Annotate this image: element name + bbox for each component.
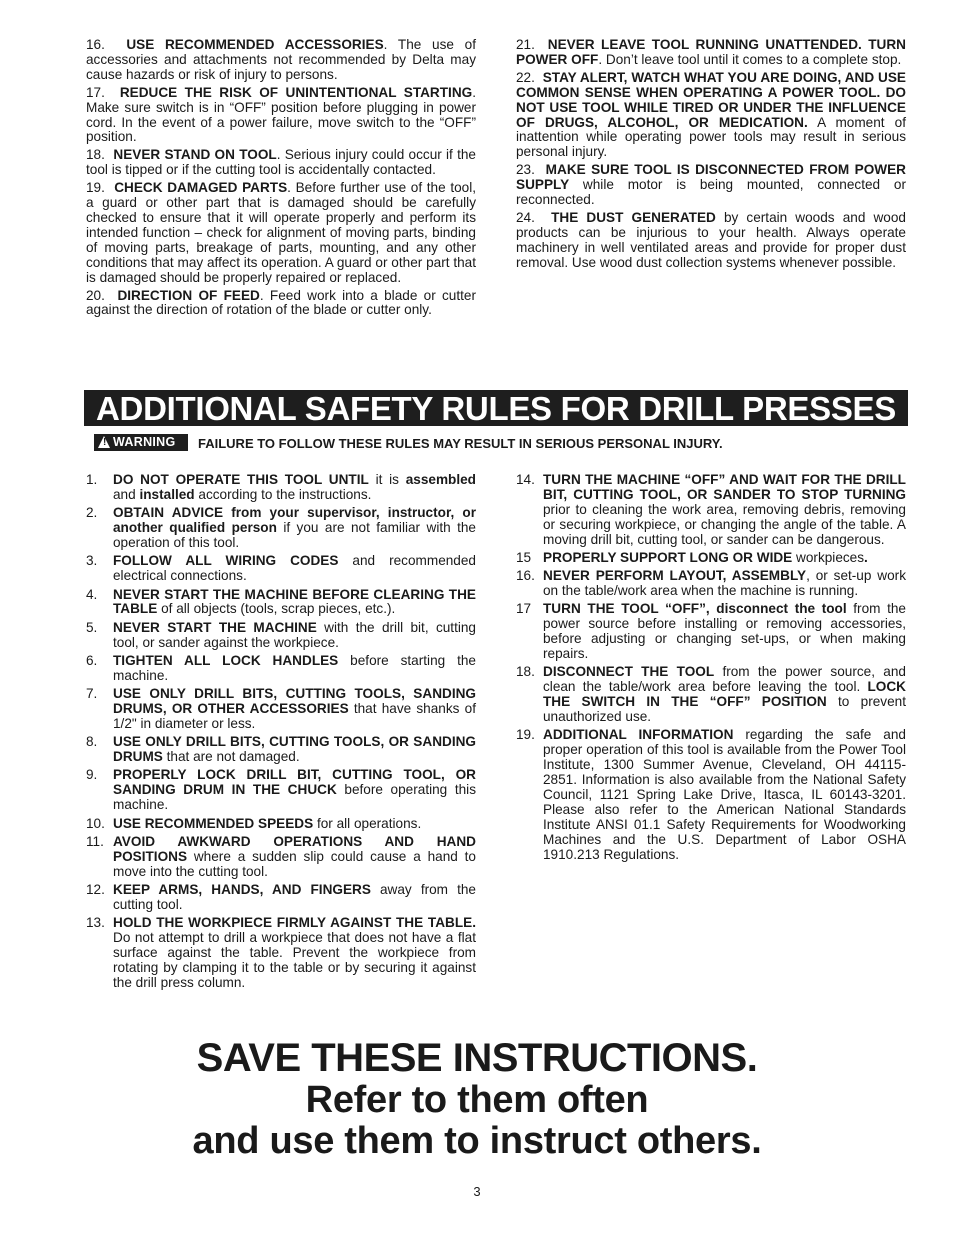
rule-18: 18. NEVER STAND ON TOOL. Serious injury could occur if the tool is tipped or if the cutting tool is accidentally contacted. xyxy=(86,147,476,178)
footer-callout xyxy=(0,1036,954,1162)
rule-emphasis: NEVER START THE MACHINE BEFORE CLEARING THE TABLE xyxy=(113,586,476,617)
rule-text: prior to cleaning the work area, removing debris, removing or securing workpiece, or changing the angle of the table. A moving drill bit, cutting tool, or sander can be dangerous. xyxy=(543,501,906,547)
rule-text: of all objects (tools, scrap pieces, etc.). xyxy=(157,601,396,617)
rule-text: before starting the machine. xyxy=(113,652,476,683)
drill-press-rule xyxy=(86,654,476,684)
rule-text: workpieces xyxy=(792,549,865,565)
rule-number: 17 xyxy=(516,601,532,617)
drill-press-rule xyxy=(86,621,476,651)
rule-number: 18. xyxy=(516,664,535,680)
rule-number: 2. xyxy=(86,505,98,521)
drill-press-rule xyxy=(86,473,476,503)
rule-emphasis: PROPERLY SUPPORT LONG OR WIDE xyxy=(543,549,793,565)
rule-emphasis: . xyxy=(864,549,868,565)
rule-22: 22. STAY ALERT, WATCH WHAT YOU ARE DOING, AND USE COMMON SENSE WHEN OPERATING A POWER TOOL. DO NOT USE TOOL WHILE TIRED OR UNDER THE INFLUENCE OF DRUGS, ALCOHOL, OR MEDICATION. A moment of inattention while operating power tools may result in serious personal injury. xyxy=(516,69,906,160)
section-title: ADDITIONAL SAFETY RULES FOR DRILL PRESSES xyxy=(96,390,896,427)
rules-right-column xyxy=(516,473,906,866)
rule-emphasis: AVOID AWKWARD OPERATIONS AND HAND POSITIONS xyxy=(113,833,476,864)
rule-emphasis: NEVER PERFORM LAYOUT, ASSEMBLY xyxy=(543,568,807,584)
drill-press-rule xyxy=(516,728,906,862)
rule-text: , or set-up work on the table/work area when the machine is running. xyxy=(543,568,906,599)
instruct-line: and use them to instruct others. xyxy=(192,1120,762,1162)
warning-message: FAILURE TO FOLLOW THESE RULES MAY RESULT IN SERIOUS PERSONAL INJURY. xyxy=(198,436,723,451)
rule-number: 10. xyxy=(86,815,105,831)
section-banner xyxy=(84,390,908,426)
rule-text: it is xyxy=(368,472,406,487)
rule-24: 24. THE DUST GENERATED by certain woods and wood products can be injurious to your health. Always operate machinery in well ventilated areas and provide for proper dust removal. Use wood dust collection systems whenever possible. xyxy=(516,209,906,270)
rule-number: 19. xyxy=(516,727,535,743)
rule-emphasis: USE RECOMMENDED SPEEDS xyxy=(113,815,314,831)
drill-press-rule xyxy=(86,883,476,913)
rule-emphasis: USE ONLY DRILL BITS, CUTTING TOOLS, OR SANDING DRUMS xyxy=(113,734,476,765)
drill-press-rule xyxy=(516,473,906,548)
rule-text: Do not attempt to drill a workpiece that does not have a flat surface against the table. Prevent the workpiece from rotating by clamping it to the table or by securing it against the drill press column. xyxy=(113,930,476,990)
rule-number: 11. xyxy=(86,833,104,849)
rule-16: 16. USE RECOMMENDED ACCESSORIES. The use of accessories and attachments not recommended by Delta may cause hazards or risk of injury to persons. xyxy=(86,37,476,82)
rule-number: 16. xyxy=(516,568,535,584)
rule-19: 19. CHECK DAMAGED PARTS. Before further use of the tool, a guard or other part that is damaged should be carefully checked to ensure that it will operate properly and perform its intended function – check for alignment of moving parts, binding of moving parts, breakage of parts, mounting, and any other conditions that may affect its operation. A guard or other part that is damaged should be properly repaired or replaced. xyxy=(86,180,477,285)
drill-press-rule xyxy=(86,916,476,991)
rule-emphasis: TURN THE TOOL “OFF”, disconnect the tool xyxy=(543,601,847,617)
rule-emphasis: assembled xyxy=(405,472,476,487)
drill-press-rule xyxy=(86,735,476,765)
rule-number: 4. xyxy=(86,586,98,602)
rule-text: to prevent unauthorized use. xyxy=(543,694,906,725)
rule-emphasis: TIGHTEN ALL LOCK HANDLES xyxy=(113,652,339,668)
rule-text: regarding the safe and proper operation of this tool is available from the Power Tool Institute, 1300 Summer Avenue, Cleveland, OH 44115-2851. Information is also available from the National Safety Council, 1121 Spring Lake Drive, Itasca, IL 60143-3201. Please also refer to the American National Standards Institute ANSI 01.1 Safety Requirements for Woodworking Machines and the U.S. Department of Labor OSHA 1910.213 Regulations. xyxy=(543,727,906,862)
rule-emphasis: NEVER START THE MACHINE xyxy=(113,619,317,635)
rule-text: and xyxy=(113,486,140,502)
rule-text: according to the instructions. xyxy=(194,486,372,502)
rule-emphasis: USE ONLY DRILL BITS, CUTTING TOOLS, SANDING DRUMS, OR OTHER ACCESSORIES xyxy=(113,686,476,717)
rule-text: where a sudden slip could cause a hand to move into the cutting tool. xyxy=(113,848,476,879)
drill-press-rule xyxy=(86,687,476,732)
rule-text: with the drill bit, cutting tool, or sander against the workpiece. xyxy=(113,619,476,650)
save-instructions-heading: SAVE THESE INSTRUCTIONS. xyxy=(196,1036,758,1080)
exclamation-icon: ! xyxy=(103,437,107,448)
rule-emphasis: LOCK THE SWITCH IN THE “OFF” POSITION xyxy=(543,679,906,710)
warning-badge xyxy=(94,434,188,451)
drill-press-rule xyxy=(86,588,476,618)
rule-emphasis: KEEP ARMS, HANDS, AND FINGERS xyxy=(113,881,371,897)
rule-number: 5. xyxy=(86,619,98,635)
rules-left-column xyxy=(86,473,476,994)
rule-21: 21. NEVER LEAVE TOOL RUNNING UNATTENDED. TURN POWER OFF. Don’t leave tool until it comes to a complete stop. xyxy=(516,37,906,67)
rule-number: 8. xyxy=(86,734,98,750)
drill-press-rule xyxy=(86,817,476,832)
rule-text: from the power source, and clean the table/work area before leaving the tool. xyxy=(543,664,906,695)
rule-number: 6. xyxy=(86,652,98,668)
rule-emphasis: PROPERLY LOCK DRILL BIT, CUTTING TOOL, OR SANDING DRUM IN THE CHUCK xyxy=(113,767,476,798)
drill-press-rule xyxy=(516,602,906,662)
rule-text: that have shanks of 1/2" in diameter or less. xyxy=(113,701,476,731)
rule-number: 9. xyxy=(86,767,98,783)
rule-text: that are not damaged. xyxy=(162,749,300,765)
rule-number: 1. xyxy=(86,472,98,487)
top-left-column xyxy=(86,38,476,321)
rule-emphasis: installed xyxy=(139,486,195,502)
rule-number: 3. xyxy=(86,553,98,569)
drill-press-rule xyxy=(516,551,906,566)
drill-press-rule xyxy=(86,835,476,880)
top-right-column xyxy=(516,38,906,274)
rule-number: 13. xyxy=(86,915,105,931)
rule-number: 7. xyxy=(86,686,98,702)
rule-17: 17. REDUCE THE RISK OF UNINTENTIONAL STARTING. Make sure switch is in “OFF” position before plugging in power cord. In the event of a power failure, move switch to the “OFF” position. xyxy=(86,84,476,145)
rule-text: for all operations. xyxy=(313,815,422,831)
rule-text: before operating this machine. xyxy=(113,782,476,813)
rule-20: 20. DIRECTION OF FEED. Feed work into a blade or cutter against the direction of rotation of the blade or cutter only. xyxy=(86,287,476,318)
rule-number: 12. xyxy=(86,881,105,897)
rule-text: away from the cutting tool. xyxy=(113,881,476,912)
rule-23: 23. MAKE SURE TOOL IS DISCONNECTED FROM POWER SUPPLY while motor is being mounted, connected or reconnected. xyxy=(516,162,906,208)
rule-emphasis: ADDITIONAL INFORMATION xyxy=(543,727,734,743)
drill-press-rule xyxy=(86,554,476,584)
refer-line: Refer to them often xyxy=(305,1079,649,1121)
warning-label: WARNING xyxy=(113,435,176,449)
drill-press-rule xyxy=(86,506,476,551)
drill-press-rule xyxy=(516,569,906,599)
rule-text: and recommended electrical connections. xyxy=(113,553,476,584)
rule-emphasis: HOLD THE WORKPIECE FIRMLY AGAINST THE TABLE. xyxy=(113,915,476,931)
drill-press-rule xyxy=(516,665,906,725)
rule-text: if you are not familiar with the operation of this tool. xyxy=(113,520,476,551)
rule-emphasis: DISCONNECT THE TOOL xyxy=(543,664,715,680)
rule-emphasis: FOLLOW ALL WIRING CODES xyxy=(113,553,339,569)
rule-number: 14. xyxy=(516,472,535,487)
drill-press-rule xyxy=(86,768,476,813)
rule-emphasis: OBTAIN ADVICE from your supervisor, instructor, or another qualified person xyxy=(113,505,476,536)
rule-number: 15 xyxy=(516,549,532,565)
rule-emphasis: TURN THE MACHINE “OFF” AND WAIT FOR THE DRILL BIT, CUTTING TOOL, OR SANDER TO STOP TURNING xyxy=(543,472,906,502)
rule-text: from the power source before installing or removing accessories, before adjusting or changing set-ups, or when making repairs. xyxy=(543,601,906,662)
rule-emphasis: DO NOT OPERATE THIS TOOL UNTIL xyxy=(113,472,369,487)
page-number: 3 xyxy=(473,1184,481,1199)
warning-row xyxy=(94,433,914,453)
